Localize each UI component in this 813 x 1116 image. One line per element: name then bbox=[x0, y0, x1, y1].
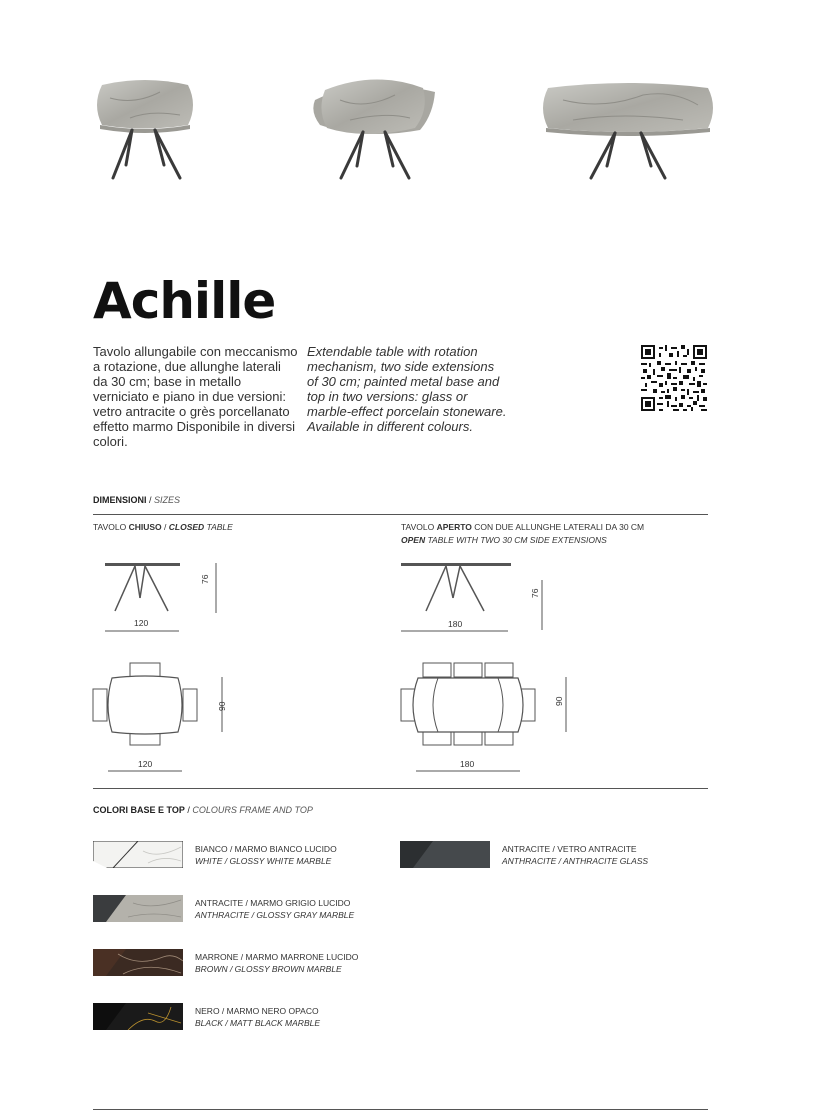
description-english: Extendable table with rotation mechanism, two side extensions of 30 cm; painted metal base and top in two versions: glass or marble-effect porcelain stoneware. Available in different colours. bbox=[307, 344, 507, 434]
qr-code[interactable] bbox=[641, 345, 707, 411]
footer-divider bbox=[93, 1109, 708, 1110]
product-photo-closed bbox=[80, 70, 210, 195]
description-italian: Tavolo allungabile con meccanismo a rotazione, due allunghe laterali da 30 cm; base in metallo verniciato e piano in due versioni: vetro antracite o grès porcellanato effetto marmo Disponibile in diversi colori. bbox=[93, 344, 298, 449]
open-top-diagram bbox=[398, 660, 573, 775]
product-photo-rotating bbox=[305, 70, 440, 195]
colour-label-black: NERO / MARMO NERO OPACO BLACK / MATT BLACK MARBLE bbox=[195, 1006, 321, 1028]
colour-label-gray: ANTRACITE / MARMO GRIGIO LUCIDO ANTHRACITE / GLOSSY GRAY MARBLE bbox=[195, 898, 355, 920]
open-side-diagram bbox=[398, 558, 548, 636]
swatch-white-marble[interactable] bbox=[93, 841, 183, 868]
dimensions-heading: DIMENSIONI / SIZES bbox=[93, 495, 181, 505]
swatch-black-marble[interactable] bbox=[93, 1003, 183, 1030]
open-top-depth-label: 90 bbox=[554, 696, 564, 706]
swatch-brown-marble[interactable] bbox=[93, 949, 183, 976]
open-top-width-label: 180 bbox=[460, 759, 475, 769]
open-side-width-label: 180 bbox=[448, 619, 463, 629]
colours-heading: COLORI BASE E TOP / COLOURS FRAME AND TOP bbox=[93, 805, 313, 815]
closed-side-diagram bbox=[100, 558, 225, 636]
closed-side-width-label: 120 bbox=[134, 618, 149, 628]
swatch-gray-marble[interactable] bbox=[93, 895, 183, 922]
open-side-height-label: 76 bbox=[530, 588, 540, 598]
closed-top-depth-label: 90 bbox=[217, 701, 227, 711]
product-title: Achille bbox=[93, 272, 276, 330]
closed-side-height-label: 76 bbox=[200, 574, 210, 584]
product-photo-open bbox=[533, 70, 723, 195]
swatch-anthracite-glass[interactable] bbox=[400, 841, 490, 868]
open-table-label: TAVOLO APERTO CON DUE ALLUNGHE LATERALI DA 30 CM OPEN TABLE WITH TWO 30 CM SIDE EXTENSIONS bbox=[401, 522, 645, 545]
colours-divider bbox=[93, 788, 708, 789]
closed-table-label: TAVOLO CHIUSO / CLOSED TABLE bbox=[93, 522, 233, 532]
colour-label-white: BIANCO / MARMO BIANCO LUCIDO WHITE / GLOSSY WHITE MARBLE bbox=[195, 844, 337, 866]
colour-label-brown: MARRONE / MARMO MARRONE LUCIDO BROWN / GLOSSY BROWN MARBLE bbox=[195, 952, 359, 974]
dimensions-divider bbox=[93, 514, 708, 515]
closed-top-width-label: 120 bbox=[138, 759, 153, 769]
colour-label-anthracite-glass: ANTRACITE / VETRO ANTRACITE ANTHRACITE / ANTHRACITE GLASS bbox=[502, 844, 649, 866]
closed-top-diagram bbox=[90, 660, 240, 775]
